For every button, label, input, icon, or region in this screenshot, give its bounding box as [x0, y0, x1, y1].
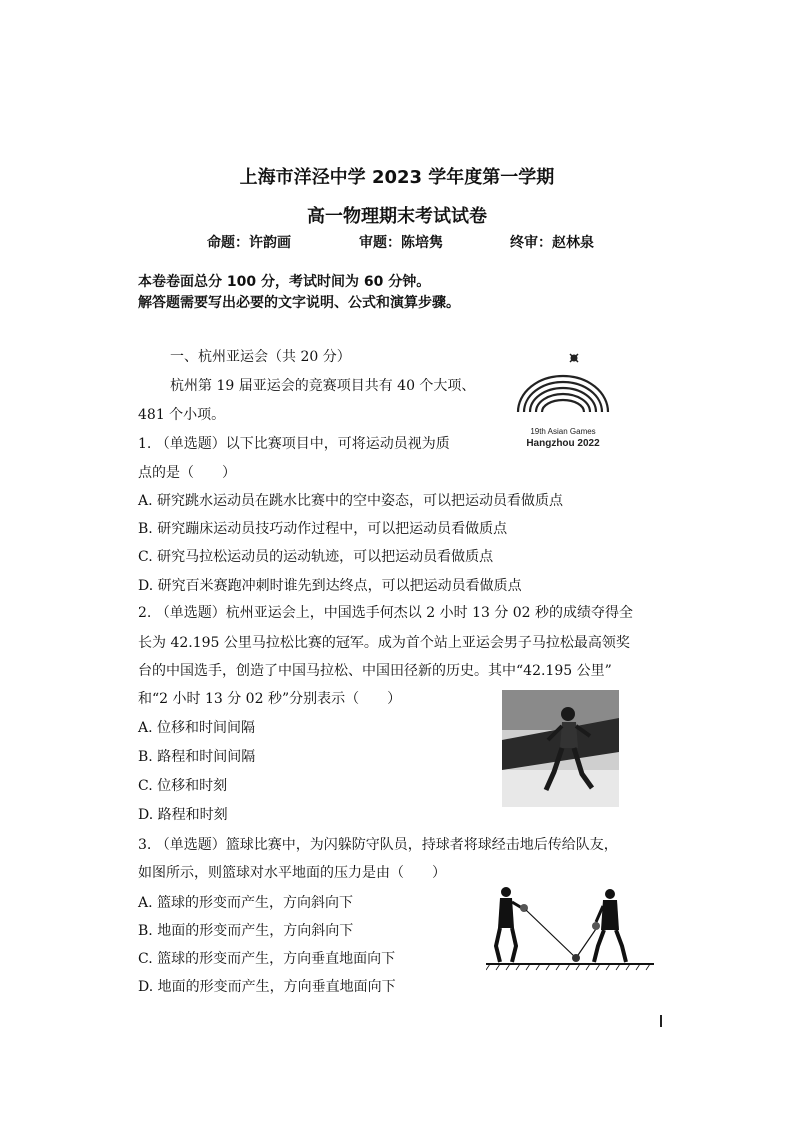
logo-text-line2: Hangzhou 2022	[526, 438, 600, 449]
section1-intro-line1: 杭州第 19 届亚运会的竞赛项目共有 40 个大项、	[170, 378, 476, 394]
runner-photo-image	[502, 690, 619, 807]
q2-stem-line2: 长为 42.195 公里马拉松比赛的冠军。成为首个站上亚运会男子马拉松最高领奖	[138, 635, 630, 651]
exam-title-line1: 上海市洋泾中学 2023 学年度第一学期	[239, 167, 555, 188]
asian-games-logo	[508, 350, 618, 450]
q2-option-b: B. 路程和时间间隔	[138, 749, 256, 765]
q2-option-c: C. 位移和时刻	[138, 778, 228, 794]
reviewer-credit: 审题：陈培隽	[359, 235, 443, 251]
logo-text-line1: 19th Asian Games	[530, 427, 596, 436]
q3-stem-line2: 如图所示，则篮球对水平地面的压力是由（ ）	[138, 865, 446, 881]
page-mark	[660, 1015, 662, 1027]
q3-stem-line1: 3. （单选题）篮球比赛中，为闪躲防守队员，持球者将球经击地后传给队友，	[138, 837, 618, 853]
q1-option-d: D. 研究百米赛跑冲刺时谁先到达终点，可以把运动员看做质点	[138, 578, 522, 594]
section1-intro-line2: 481 个小项。	[138, 407, 226, 423]
q3-option-d: D. 地面的形变而产生，方向垂直地面向下	[138, 979, 396, 995]
asian-games-logo-icon	[508, 350, 618, 450]
author-credit: 命题：许韵画	[207, 235, 291, 251]
q3-option-c: C. 篮球的形变而产生，方向垂直地面向下	[138, 951, 396, 967]
q3-option-a: A. 篮球的形变而产生，方向斜向下	[138, 895, 354, 911]
marathon-runner-photo	[502, 690, 619, 807]
exam-title-line2: 高一物理期末考试试卷	[307, 206, 487, 227]
q1-option-b: B. 研究蹦床运动员技巧动作过程中，可以把运动员看做质点	[138, 521, 508, 537]
q1-stem-line2: 点的是（ ）	[138, 465, 236, 481]
q1-stem-line1: 1. （单选题）以下比赛项目中，可将运动员视为质	[138, 436, 450, 452]
notice-line1: 本卷卷面总分 100 分，考试时间为 60 分钟。	[138, 274, 431, 290]
notice-line2: 解答题需要写出必要的文字说明、公式和演算步骤。	[138, 295, 460, 311]
q2-option-d: D. 路程和时刻	[138, 807, 228, 823]
q2-stem-line3: 台的中国选手，创造了中国马拉松、中国田径新的历史。其中“42.195 公里”	[138, 663, 612, 679]
section1-heading: 一、杭州亚运会（共 20 分）	[170, 349, 351, 365]
q3-option-b: B. 地面的形变而产生，方向斜向下	[138, 923, 354, 939]
q2-stem-line1: 2. （单选题）杭州亚运会上，中国选手何杰以 2 小时 13 分 02 秒的成绩夺得全	[138, 605, 634, 621]
final-reviewer-credit: 终审：赵林泉	[510, 235, 594, 251]
q2-stem-line4: 和“2 小时 13 分 02 秒”分别表示（ ）	[138, 691, 402, 707]
q1-option-c: C. 研究马拉松运动员的运动轨迹，可以把运动员看做质点	[138, 549, 494, 565]
basketball-diagram-image	[486, 880, 654, 972]
q2-option-a: A. 位移和时间间隔	[138, 720, 256, 736]
q1-option-a: A. 研究跳水运动员在跳水比赛中的空中姿态，可以把运动员看做质点	[138, 493, 564, 509]
basketball-pass-diagram	[486, 880, 654, 972]
